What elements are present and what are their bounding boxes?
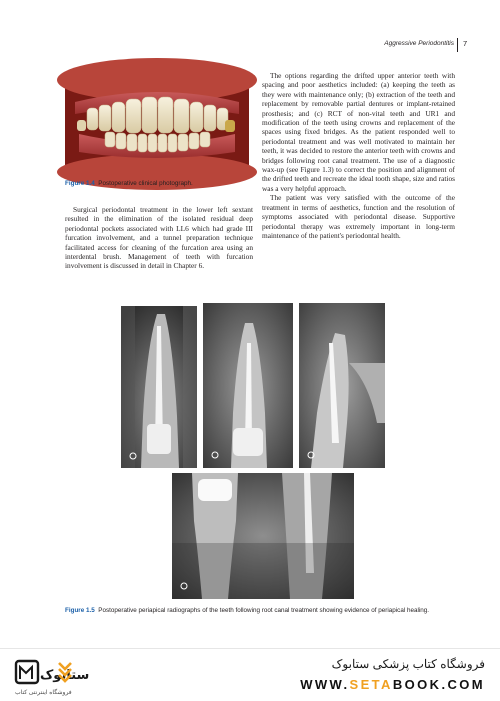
paragraph: The patient was very satisfied with the outcome of the treatment in terms of aesthetics, function and the resolution of symptoms associated with periodontal disease. Supportive periodontal therapy was extremely important in long-term maintenance of the patient's periodontal health. [262,193,455,240]
left-column-text [65,205,253,271]
caption-text: Postoperative periapical radiographs of the teeth following root canal treatment showing evidence of periapical healing. [98,607,430,614]
store-url-link[interactable] [300,677,485,692]
figure-1-4-caption [65,180,255,189]
radiograph-1 [121,306,197,468]
url-accent: SETA [349,677,393,692]
caption-text: Postoperative clinical photograph. [98,180,193,187]
store-banner [0,648,500,701]
figure-label: Figure 1.5 [65,607,95,614]
figure-label: Figure 1.4 [65,180,95,187]
clinical-photograph [65,72,249,173]
radiograph-4 [172,473,354,599]
radiograph-2 [203,303,293,468]
figure-1-5-caption [65,607,465,616]
radiograph-3 [299,303,385,468]
logo-subtitle: فروشگاه اینترنتی کتاب [15,690,72,696]
url-suffix: BOOK.COM [392,677,485,692]
paragraph: The options regarding the drifted upper anterior teeth with spacing and poor aesthetics included: (a) keeping the teeth as they were with maintenance only; (b) extraction of the teeth and replacement by removable partial dentures or implant-retained prosthesis; and (c) RCT of non-vital teeth and UR1 and modification of the teeth using crowns and replacement of the spaces using fixed bridges. As the patient responded well to periodontal treatment and was well motivated to maintain her teeth, it was decided to restore the anterior teeth with crowns and bridges following root canal treatment. The use of a diagnostic wax-up (see Figure 1.3) to correct the position and alignment of the drifted teeth and recreate the ideal tooth shape, size and ratios was a very helpful approach. [262,71,455,193]
book-logo-icon [15,657,90,691]
url-prefix: WWW. [300,677,350,692]
teeth-photo-illustration [65,72,249,173]
header-divider [457,38,458,52]
running-head: Aggressive Periodontitis [384,40,454,47]
setabook-logo[interactable] [15,657,90,691]
paragraph: Surgical periodontal treatment in the lower left sextant resulted in the elimination of the isolated residual deep periodontal pockets associated with LL6 which had grade III furcation involvement, and a tunnel preparation technique facilitated access for cleaning of the furcation area using an interdental brush. Management of teeth with furcation involvement is discussed in detail in Chapter 6. [65,205,253,271]
right-column-text [262,71,455,240]
store-name: فروشگاه کتاب پزشکی ستابوک [331,657,485,671]
page-number: 7 [463,39,468,48]
logo-text: ستابوک [40,668,90,683]
